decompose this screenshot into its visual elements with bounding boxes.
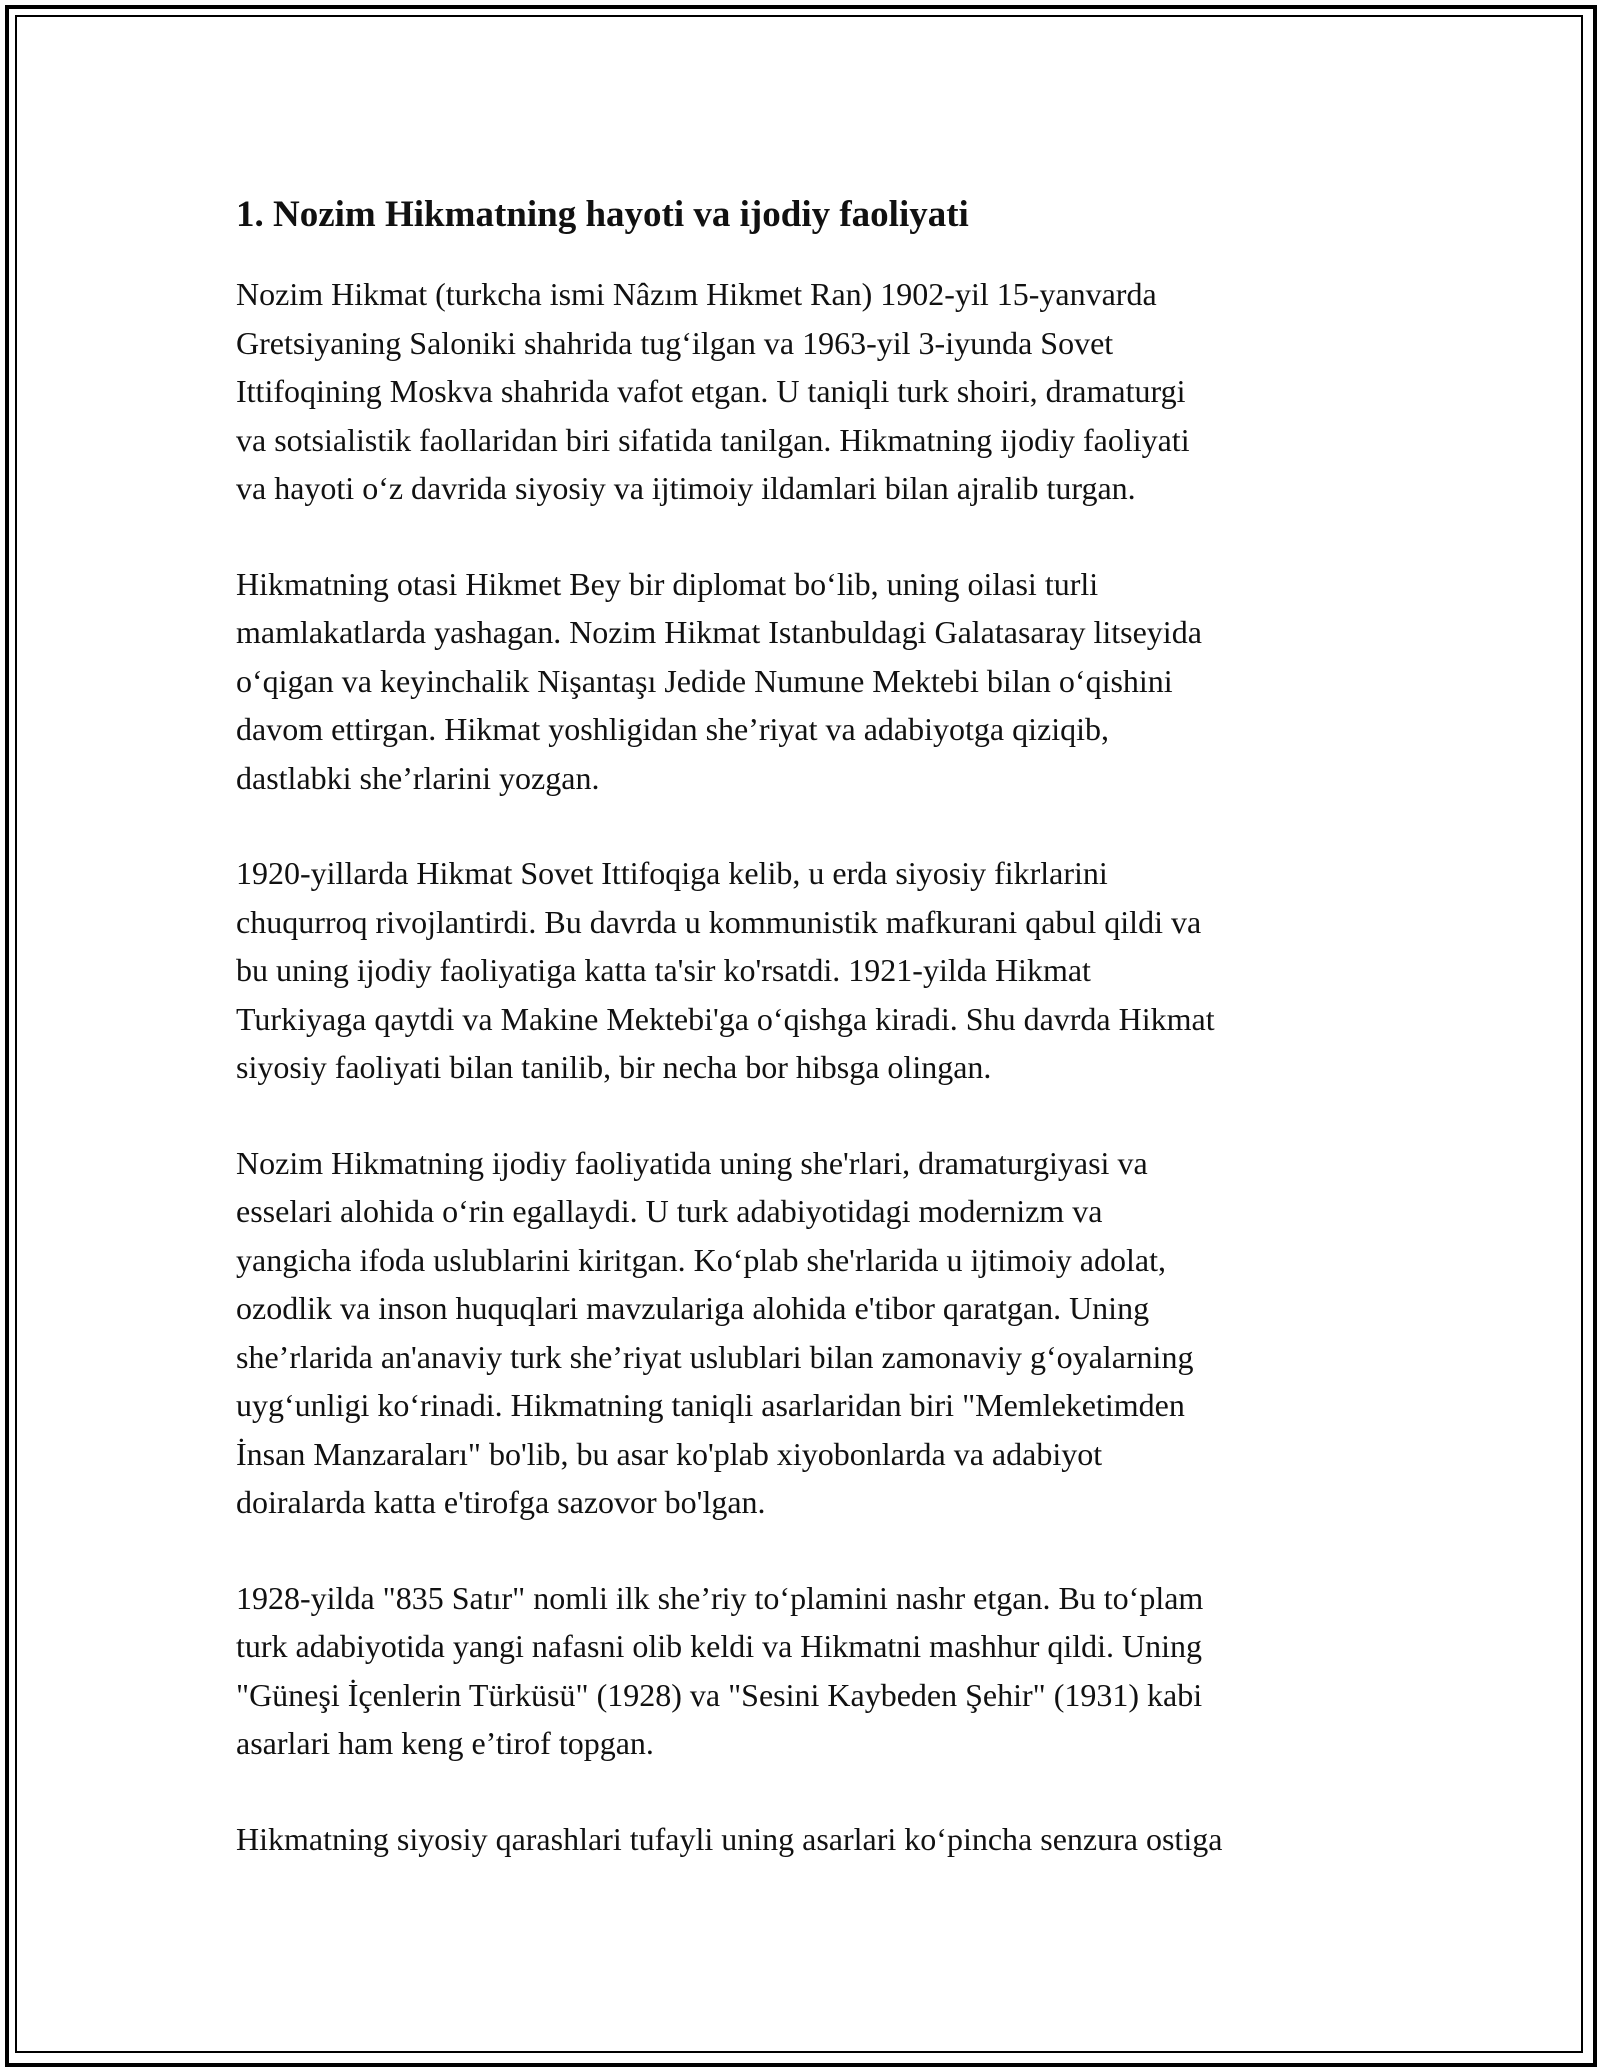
paragraph-5: 1928-yilda "835 Satır" nomli ilk she’riy to‘plamini nashr etgan. Bu to‘plam turk adabiyotida yangi nafasni olib keldi va Hikmatni mashhur qildi. Uning "Güneşi İçenlerin Türküsü" (1928) va "Sesini Kaybeden Şehir" (1931) kabi asarlari ham keng e’tirof topgan. (236, 1579, 1204, 1761)
paragraph-2: Hikmatning otasi Hikmet Bey bir diplomat bo‘lib, uning oilasi turli mamlakatlarda yashagan. Nozim Hikmat Istanbuldagi Galatasaray litseyida o‘qigan va keyinchalik Nişantaşı Jedide Numune Mektebi bilan o‘qishini davom ettirgan. Hikmat yoshligidan she’riyat va adabiyotga qiziqib, dastlabki she’rlarini yozgan. (236, 565, 1202, 796)
paragraph-4: Nozim Hikmatning ijodiy faoliyatida uning she'rlari, dramaturgiyasi va esselari alohida o‘rin egallaydi. U turk adabiyotidagi modernizm va yangicha ifoda uslublarini kiritgan. Ko‘plab she'rlarida u ijtimoiy adolat, ozodlik va inson huquqlari mavzulariga alohida e'tibor qaratgan. Uning she’rlarida an'anaviy turk she’riyat uslublari bilan zamonaviy g‘oyalarning uyg‘unligi ko‘rinadi. Hikmatning taniqli asarlaridan biri "Memleketimden İnsan Manzaraları" bo'lib, bu asar ko'plab xiyobonlarda va adabiyot doiralarda katta e'tirofga sazovor bo'lgan. (236, 1144, 1194, 1520)
document-body (236, 188, 1406, 1910)
paragraph-1: Nozim Hikmat (turkcha ismi Nâzım Hikmet Ran) 1902-yil 15-yanvarda Gretsiyaning Saloniki shahrida tug‘ilgan va 1963-yil 3-iyunda Sovet Ittifoqining Moskva shahrida vafot etgan. U taniqli turk shoiri, dramaturgi va sotsialistik faollaridan biri sifatida tanilgan. Hikmatning ijodiy faoliyati va hayoti o‘z davrida siyosiy va ijtimoiy ildamlari bilan ajralib turgan. (236, 276, 1190, 506)
paragraph-6: Hikmatning siyosiy qarashlari tufayli uning asarlari ko‘pincha senzura ostiga (236, 1820, 1223, 1857)
section-heading: 1. Nozim Hikmatning hayoti va ijodiy faoliyati (236, 194, 969, 235)
paragraph-3: 1920-yillarda Hikmat Sovet Ittifoqiga kelib, u erda siyosiy fikrlarini chuqurroq rivojlantirdi. Bu davrda u kommunistik mafkurani qabul qildi va bu uning ijodiy faoliyatiga katta ta'sir ko'rsatdi. 1921-yilda Hikmat Turkiyaga qaytdi va Makine Mektebi'ga o‘qishga kiradi. Shu davrda Hikmat siyosiy faoliyati bilan tanilib, bir necha bor hibsga olingan. (236, 855, 1215, 1085)
